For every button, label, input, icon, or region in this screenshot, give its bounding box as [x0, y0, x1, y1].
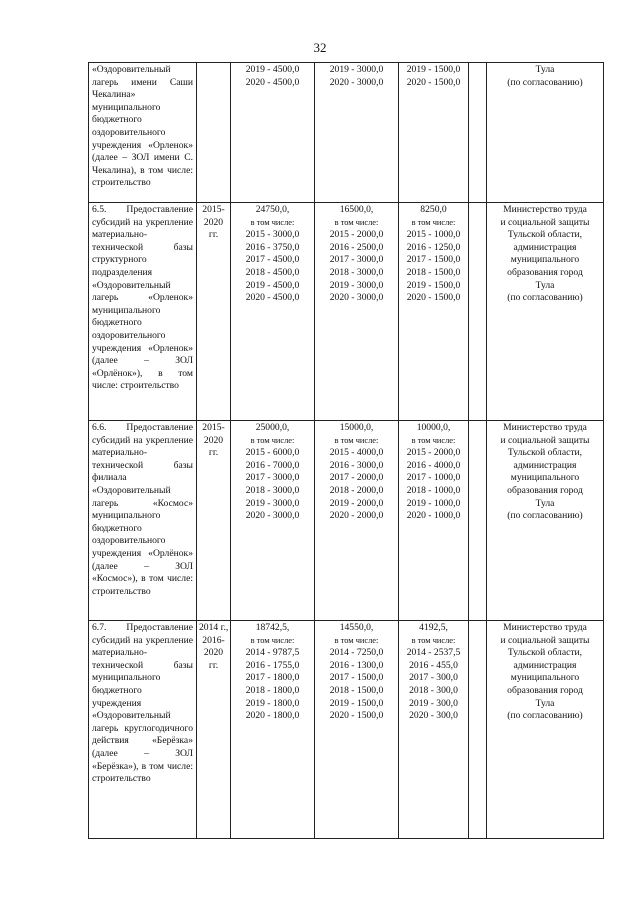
- table-row: [89, 203, 604, 421]
- federal-amount-year: 2018 - 1500,0: [329, 684, 384, 696]
- period-line: 2020: [203, 647, 224, 659]
- total-amount-total: 25000,0,: [255, 422, 290, 433]
- total-amount: [231, 63, 315, 203]
- executor-line: администрация: [513, 459, 577, 471]
- executor-line: (по согласованию): [507, 510, 583, 522]
- total-amount: [231, 421, 315, 621]
- executor-cell: [487, 421, 604, 621]
- federal-amount: [315, 63, 399, 203]
- total-amount-year: 2019 - 4500,0: [245, 64, 300, 75]
- period-line: 2015-: [202, 204, 225, 215]
- period-line: гг.: [208, 229, 219, 241]
- regional-amount-year: 2019 - 1000,0: [406, 497, 461, 509]
- regional-amount-year: 2016 - 1250,0: [406, 241, 461, 253]
- regional-amount-year: 2017 - 1000,0: [406, 472, 461, 484]
- federal-amount: [315, 621, 399, 839]
- executor-line: муниципального: [510, 672, 580, 684]
- executor-line: (по согласованию): [507, 710, 583, 722]
- period-cell: [197, 621, 231, 839]
- total-amount-year: 2018 - 1800,0: [245, 684, 300, 696]
- federal-amount-year: 2018 - 2000,0: [329, 484, 384, 496]
- regional-amount-year: 2019 - 1500,0: [406, 64, 461, 75]
- regional-amount-year: 2017 - 300,0: [409, 672, 458, 684]
- federal-amount-total: 14550,0,: [339, 622, 374, 633]
- regional-amount-year: 2017 - 1500,0: [406, 254, 461, 266]
- total-amount: [231, 621, 315, 839]
- measure-name: 6.7. Предоставление субсидий на укрепление материально-технической базы муниципального бюджетного учреждения «Оздоровительный лагерь круглогодичного действия «Берёзка» (далее – ЗОЛ «Берёзка»), в том числе: строительство: [89, 621, 197, 839]
- federal-amount-year: 2019 - 2000,0: [329, 497, 384, 509]
- total-amount-year: 2015 - 6000,0: [245, 447, 300, 459]
- federal-amount-label: в том числе:: [334, 217, 379, 227]
- regional-amount-year: 2018 - 1000,0: [406, 484, 461, 496]
- executor-cell: [487, 63, 604, 203]
- regional-amount-label: в том числе:: [411, 435, 456, 445]
- executor-line: образования город: [507, 266, 583, 278]
- federal-amount-year: 2017 - 2000,0: [329, 472, 384, 484]
- total-amount-year: 2020 - 4500,0: [245, 76, 300, 88]
- period-line: гг.: [208, 659, 219, 671]
- period-line: 2020: [203, 434, 224, 446]
- federal-amount-year: 2019 - 3000,0: [329, 279, 384, 291]
- executor-line: Министерство труда: [503, 422, 587, 433]
- period-line: 2020: [203, 216, 224, 228]
- federal-amount: [315, 421, 399, 621]
- federal-amount-label: в том числе:: [334, 435, 379, 445]
- federal-amount-year: 2019 - 1500,0: [329, 697, 384, 709]
- regional-amount-label: в том числе:: [411, 635, 456, 645]
- executor-line: (по согласованию): [507, 292, 583, 304]
- total-amount-total: 24750,0,: [255, 204, 290, 215]
- federal-amount-year: 2015 - 4000,0: [329, 447, 384, 459]
- regional-amount-year: 2019 - 1500,0: [406, 279, 461, 291]
- regional-amount-year: 2020 - 1500,0: [406, 76, 461, 88]
- total-amount-year: 2020 - 4500,0: [245, 292, 300, 304]
- total-amount-year: 2019 - 1800,0: [245, 697, 300, 709]
- federal-amount-year: 2019 - 3000,0: [329, 64, 384, 75]
- regional-amount-total: 4192,5,: [419, 622, 448, 633]
- period-line: 2014 г.,: [199, 622, 229, 633]
- regional-amount-year: 2020 - 300,0: [409, 710, 458, 722]
- executor-line: и социальной защиты: [500, 634, 590, 646]
- period-line: 2015-: [202, 422, 225, 433]
- period-cell: [197, 203, 231, 421]
- regional-amount-year: 2016 - 4000,0: [406, 459, 461, 471]
- measure-name: «Оздоровительный лагерь имени Саши Чекалина» муниципального бюджетного оздоровительного учреждения «Орленок» (далее – ЗОЛ имени С. Чекалина), в том числе: строительство: [89, 63, 197, 203]
- total-amount-year: 2015 - 3000,0: [245, 229, 300, 241]
- total-amount-year: 2017 - 3000,0: [245, 472, 300, 484]
- federal-amount-year: 2014 - 7250,0: [329, 647, 384, 659]
- period-cell: [197, 421, 231, 621]
- executor-line: (по согласованию): [507, 76, 583, 88]
- federal-amount-year: 2017 - 3000,0: [329, 254, 384, 266]
- executor-line: и социальной защиты: [500, 434, 590, 446]
- federal-amount-year: 2016 - 1300,0: [329, 659, 384, 671]
- executor-line: Министерство труда: [503, 204, 587, 215]
- executor-line: Тульской области,: [507, 447, 583, 459]
- executor-line: Тула: [535, 697, 555, 709]
- regional-amount-total: 8250,0: [420, 204, 447, 215]
- federal-amount-year: 2018 - 3000,0: [329, 266, 384, 278]
- total-amount-year: 2018 - 3000,0: [245, 484, 300, 496]
- regional-amount: [399, 421, 469, 621]
- federal-amount-label: в том числе:: [334, 635, 379, 645]
- total-amount-total: 18742,5,: [255, 622, 290, 633]
- program-table: [88, 62, 604, 839]
- total-amount-year: 2019 - 3000,0: [245, 497, 300, 509]
- federal-amount-year: 2020 - 2000,0: [329, 510, 384, 522]
- executor-line: муниципального: [510, 472, 580, 484]
- regional-amount: [399, 621, 469, 839]
- regional-amount-year: 2020 - 1500,0: [406, 292, 461, 304]
- regional-amount-year: 2020 - 1000,0: [406, 510, 461, 522]
- executor-line: Тула: [535, 64, 555, 75]
- executor-line: Тульской области,: [507, 647, 583, 659]
- executor-line: Министерство труда: [503, 622, 587, 633]
- total-amount-year: 2020 - 3000,0: [245, 510, 300, 522]
- regional-amount-label: в том числе:: [411, 217, 456, 227]
- blank-cell: [469, 203, 487, 421]
- total-amount-label: в том числе:: [250, 635, 295, 645]
- regional-amount-year: 2016 - 455,0: [409, 659, 458, 671]
- executor-line: Тула: [535, 279, 555, 291]
- total-amount-year: 2016 - 3750,0: [245, 241, 300, 253]
- table-row: [89, 63, 604, 203]
- federal-amount-total: 16500,0,: [339, 204, 374, 215]
- federal-amount-year: 2020 - 3000,0: [329, 76, 384, 88]
- executor-line: Тула: [535, 497, 555, 509]
- federal-amount-year: 2016 - 3000,0: [329, 459, 384, 471]
- executor-line: образования город: [507, 684, 583, 696]
- total-amount-year: 2019 - 4500,0: [245, 279, 300, 291]
- federal-amount-year: 2016 - 2500,0: [329, 241, 384, 253]
- page-number: 32: [313, 40, 327, 55]
- executor-line: администрация: [513, 659, 577, 671]
- total-amount-year: 2018 - 4500,0: [245, 266, 300, 278]
- regional-amount-year: 2018 - 300,0: [409, 684, 458, 696]
- table-row: [89, 421, 604, 621]
- total-amount-year: 2016 - 7000,0: [245, 459, 300, 471]
- executor-cell: [487, 203, 604, 421]
- measure-name: 6.5. Предоставление субсидий на укрепление материально-технической базы структурного подразделения «Оздоровительный лагерь «Орленок» муниципального бюджетного оздоровительного учреждения «Орленок» (далее – ЗОЛ «Орлёнок»), в том числе: строительство: [89, 203, 197, 421]
- regional-amount: [399, 203, 469, 421]
- executor-line: муниципального: [510, 254, 580, 266]
- blank-cell: [469, 421, 487, 621]
- total-amount-year: 2014 - 9787,5: [245, 647, 300, 659]
- table-row: [89, 621, 604, 839]
- regional-amount-year: 2015 - 2000,0: [406, 447, 461, 459]
- regional-amount-year: 2015 - 1000,0: [406, 229, 461, 241]
- regional-amount-year: 2018 - 1500,0: [406, 266, 461, 278]
- federal-amount-year: 2020 - 1500,0: [329, 710, 384, 722]
- regional-amount-total: 10000,0,: [416, 422, 451, 433]
- total-amount-year: 2017 - 1800,0: [245, 672, 300, 684]
- regional-amount-year: 2019 - 300,0: [409, 697, 458, 709]
- blank-cell: [469, 621, 487, 839]
- total-amount: [231, 203, 315, 421]
- period-line: гг.: [208, 447, 219, 459]
- total-amount-label: в том числе:: [250, 435, 295, 445]
- regional-amount: [399, 63, 469, 203]
- federal-amount-year: 2020 - 3000,0: [329, 292, 384, 304]
- executor-line: администрация: [513, 241, 577, 253]
- total-amount-year: 2017 - 4500,0: [245, 254, 300, 266]
- regional-amount-year: 2014 - 2537,5: [406, 647, 461, 659]
- blank-cell: [469, 63, 487, 203]
- executor-line: Тульской области,: [507, 229, 583, 241]
- federal-amount-total: 15000,0,: [339, 422, 374, 433]
- federal-amount: [315, 203, 399, 421]
- executor-line: и социальной защиты: [500, 216, 590, 228]
- period-cell: [197, 63, 231, 203]
- executor-line: образования город: [507, 484, 583, 496]
- period-line: 2016-: [202, 634, 225, 646]
- measure-name: 6.6. Предоставление субсидий на укрепление материально-технической базы филиала «Оздоровительный лагерь «Космос» муниципального бюджетного оздоровительного учреждения «Орлёнок» (далее – ЗОЛ «Космос»), в том числе: строительство: [89, 421, 197, 621]
- total-amount-label: в том числе:: [250, 217, 295, 227]
- executor-cell: [487, 621, 604, 839]
- federal-amount-year: 2015 - 2000,0: [329, 229, 384, 241]
- federal-amount-year: 2017 - 1500,0: [329, 672, 384, 684]
- total-amount-year: 2016 - 1755,0: [245, 659, 300, 671]
- total-amount-year: 2020 - 1800,0: [245, 710, 300, 722]
